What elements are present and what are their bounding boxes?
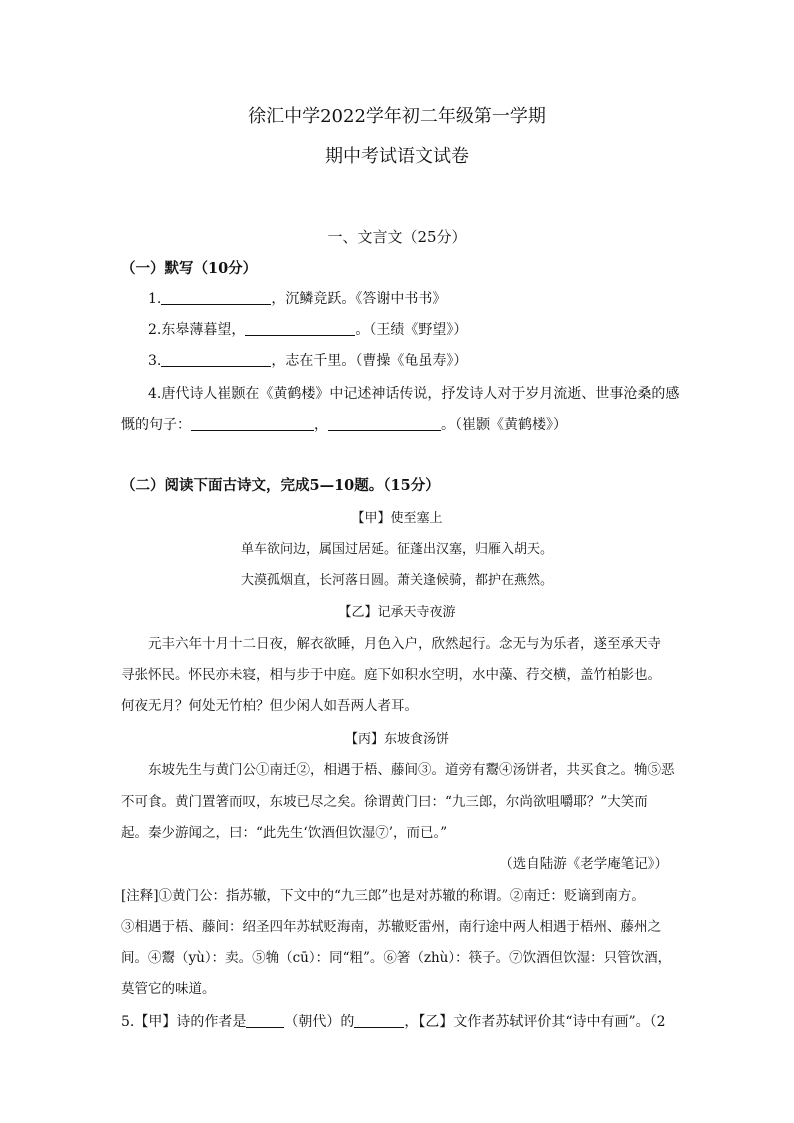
q5-suffix: ，【乙】文作者苏轼评价其“诗中有画”。（2 <box>404 1014 666 1030</box>
q2-suffix: 。（王绩《野望》） <box>355 322 468 338</box>
annotation-line3: 间。④鬻（yù）：卖。⑤觕（cū）：同“粗”。⑥箸（zhù）：筷子。⑦饮酒但饮湿：只管饮酒， <box>121 950 672 966</box>
exam-subtitle: 期中考试语文试卷 <box>325 146 469 167</box>
question-2 <box>148 323 467 337</box>
q5-prefix: 5.【甲】诗的作者是 <box>121 1014 247 1030</box>
annotation-line4: 莫管它的味道。 <box>121 981 216 997</box>
answer-blank[interactable] <box>354 1015 404 1028</box>
text-bing-title: 【丙】东坡食汤饼 <box>344 732 449 747</box>
part2-heading: （二）阅读下面古诗文，完成5—10题。（15分） <box>121 477 440 494</box>
annotation-line1: [注释]①黄门公：指苏辙，下文中的“九三郎”也是对苏辙的称谓。②南迁：贬谪到南方。 <box>121 888 645 904</box>
answer-blank[interactable] <box>245 323 355 336</box>
answer-blank[interactable] <box>161 292 271 305</box>
question-4-line2 <box>121 418 567 432</box>
question-3 <box>148 354 467 368</box>
question-5 <box>121 1015 666 1029</box>
exam-title: 徐汇中学2022学年初二年级第一学期 <box>248 106 546 127</box>
question-4-line1: 4.唐代诗人崔颢在《黄鹤楼》中记述神话传说，抒发诗人对于岁月流逝、世事沧桑的感 <box>148 386 680 402</box>
section-heading: 一、文言文（25分） <box>327 228 467 246</box>
q4-comma: ， <box>314 417 328 433</box>
poem-jia-line2: 大漠孤烟直，长河落日圆。萧关逢候骑，都护在燕然。 <box>240 573 553 588</box>
text-bing-line2: 不可食。黄门置箸而叹，东坡已尽之矣。徐谓黄门曰：“九三郎，尔尚欲咀嚼耶？”大笑而 <box>121 794 648 810</box>
answer-blank[interactable] <box>161 354 271 367</box>
text-yi-line1: 元丰六年十月十二日夜，解衣欲睡，月色入户，欣然起行。念无与为乐者，遂至承天寺 <box>148 636 661 652</box>
q3-number: 3. <box>148 353 162 369</box>
poem-jia-line1: 单车欲问边，属国过居延。征蓬出汉塞，归雁入胡天。 <box>240 542 553 557</box>
poem-jia-title: 【甲】使至塞上 <box>351 511 443 526</box>
answer-blank[interactable] <box>328 418 441 431</box>
question-1 <box>148 292 446 306</box>
text-bing-line1: 东坡先生与黄门公①南迁②，相遇于梧、藤间③。道旁有鬻④汤饼者，共买食之。觕⑤恶 <box>148 762 675 778</box>
text-yi-line3: 何夜无月？何处无竹柏？但少闲人如吾两人者耳。 <box>121 698 418 714</box>
q1-number: 1. <box>148 291 162 307</box>
text-bing-source: （选自陆游《老学庵笔记》） <box>499 856 668 872</box>
q4-suffix: 。（崔颢《黄鹤楼》） <box>441 417 567 433</box>
answer-blank[interactable] <box>246 1015 284 1028</box>
q1-text: ，沉鳞竞跃。《答谢中书书》 <box>271 291 447 307</box>
annotation-line2: ③相遇于梧、藤间：绍圣四年苏轼贬海南，苏辙贬雷州，南行途中两人相遇于梧州、藤州之 <box>121 919 661 935</box>
q3-text: ，志在千里。（曹操《龟虽寿》） <box>271 353 468 369</box>
answer-blank[interactable] <box>191 418 314 431</box>
text-yi-line2: 寻张怀民。怀民亦未寝，相与步于中庭。庭下如积水空明，水中藻、荇交横，盖竹柏影也。 <box>121 667 661 683</box>
q5-middle: （朝代）的 <box>284 1014 355 1030</box>
q2-prefix: 2.东皋薄暮望， <box>148 322 246 338</box>
text-bing-line3: 起。秦少游闻之，曰：“此先生‘饮酒但饮湿⑦’，而已。” <box>121 825 448 841</box>
text-yi-title: 【乙】记承天寺夜游 <box>338 605 456 620</box>
q4-prefix: 慨的句子： <box>121 417 191 433</box>
part1-heading: （一）默写（10分） <box>121 260 258 277</box>
